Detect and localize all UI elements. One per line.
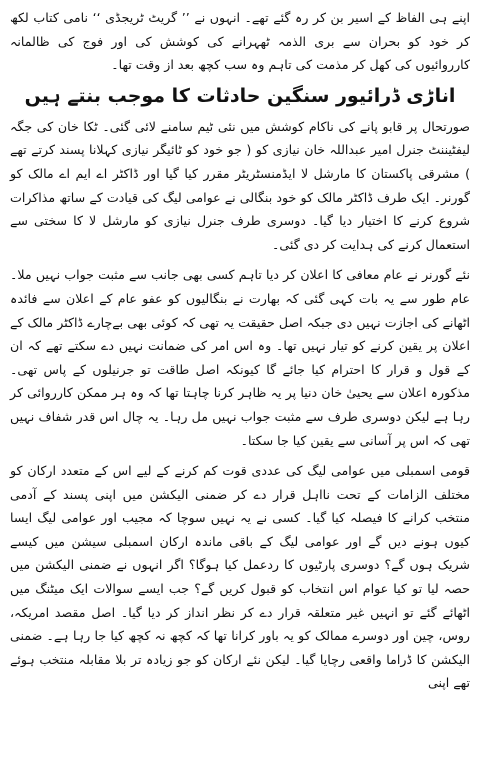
- paragraph-spacer: [10, 256, 470, 263]
- body-paragraph-1: صورتحال پر قابو پانے کی ناکام کوشش میں نئی ٹیم سامنے لائی گئی۔ ٹکا خان کی جگہ لیفٹیننٹ جنرل امیر عبداللہ خان نیازی کو ( جو خود کو ٹائیگر نیازی کہلانا پسند کرتے تھے ) مشرقی پاکستان کا مارشل لا ایڈمنسٹریٹر مقرر کیا گیا اور ڈاکٹر اے ایم اے مالک کو گورنر۔ ایک طرف ڈاکٹر مالک کو خود بنگالی نے عوامی لیگ کی قیادت کے ساتھ مذاکرات شروع کرنے کا اختیار دیا گیا۔ دوسری طرف جنرل نیازی کو مارشل لا کا سختی سے استعمال کرنے کی ہدایت کر دی گئی۔: [10, 118, 470, 252]
- body-paragraph-3: قومی اسمبلی میں عوامی لیگ کی عددی قوت کم کرنے کے لیے اس کے متعدد ارکان کو مختلف الزامات کے تحت نااہل قرار دے کر ضمنی الیکشن میں اپنی پسند کے آدمی منتخب کرانے کا فیصلہ کیا گیا۔ کسی نے یہ نہیں سوچا کہ مجیب اور عوامی لیگ ایسا کیوں ہونے دیں گے اور عوامی لیگ کے باقی ماندہ ارکان اسمبلی سیشن میں کیسے شریک ہوں گے؟ دوسری پارٹیوں کا ردعمل کیا ہوگا؟ اگر انہوں نے ضمنی الیکشن میں حصہ لیا تو کیا عوام اس انتخاب کو قبول کریں گے؟ جب ایسے سوالات ایک میٹنگ میں اٹھائے گئے تو انہیں غیر متعلقہ قرار دے کر نظر انداز کر دیا گیا۔ اصل مقصد امریکہ، روس، چین اور دوسرے ممالک کو یہ باور کرانا تھا کہ کچھ نہ کچھ کیا جا رہا ہے۔ ضمنی الیکشن کا ڈراما واقعی رچایا گیا۔ لیکن نئے ارکان کو جو زیادہ تر بلا مقابلہ منتخب ہوئے تھے اپنی: [10, 463, 470, 691]
- body-paragraph-2: نئے گورنر نے عام معافی کا اعلان کر دیا تاہم کسی بھی جانب سے مثبت جواب نہیں ملا۔ عام طور سے یہ بات کہی گئی کہ بھارت نے بنگالیوں کو عفو عام کے اعلان سے فائدہ اٹھانے کی اجازت نہیں دی جبکہ اصل حقیقت یہ تھی کہ کوئی بھی بےچارے ڈاکٹر مالک کے اعلان پر یقین کرنے کو تیار نہیں تھا۔ وہ اس امر کی ضمانت نہیں دے سکتے تھے کہ ان کے قول و قرار کا احترام کیا جائے گا کیونکہ اصل طاقت تو جرنیلوں کے پاس تھی۔ مذکورہ اعلان سے یحییٰ خان دنیا پر یہ ظاہر کرنا چاہتا تھا کہ وہ ہر ممکن کارروائی کر رہا ہے لیکن دوسری طرف سے مثبت جواب نہیں مل رہا۔ یہ چال اس قدر شفاف نہیں تھی کہ اس پر آسانی سے یقین کیا جا سکتا۔: [10, 267, 470, 448]
- section-headline: اناڑی ڈرائیور سنگین حادثات کا موجب بنتے ہیں: [24, 84, 456, 107]
- intro-paragraph: اپنے ہی الفاظ کے اسیر بن کر رہ گئے تھے۔ انہوں نے ’’ گریٹ ٹریجڈی ‘‘ نامی کتاب لکھ کر خود کو بحران سے بری الذمہ ٹھہرانے کی کوشش کی اور فوج کی ظالمانہ کارروائیوں کی کھل کر مذمت کی تاہم وہ سب کچھ بعد از وقت تھا۔: [10, 10, 470, 73]
- paragraph-spacer: [10, 452, 470, 459]
